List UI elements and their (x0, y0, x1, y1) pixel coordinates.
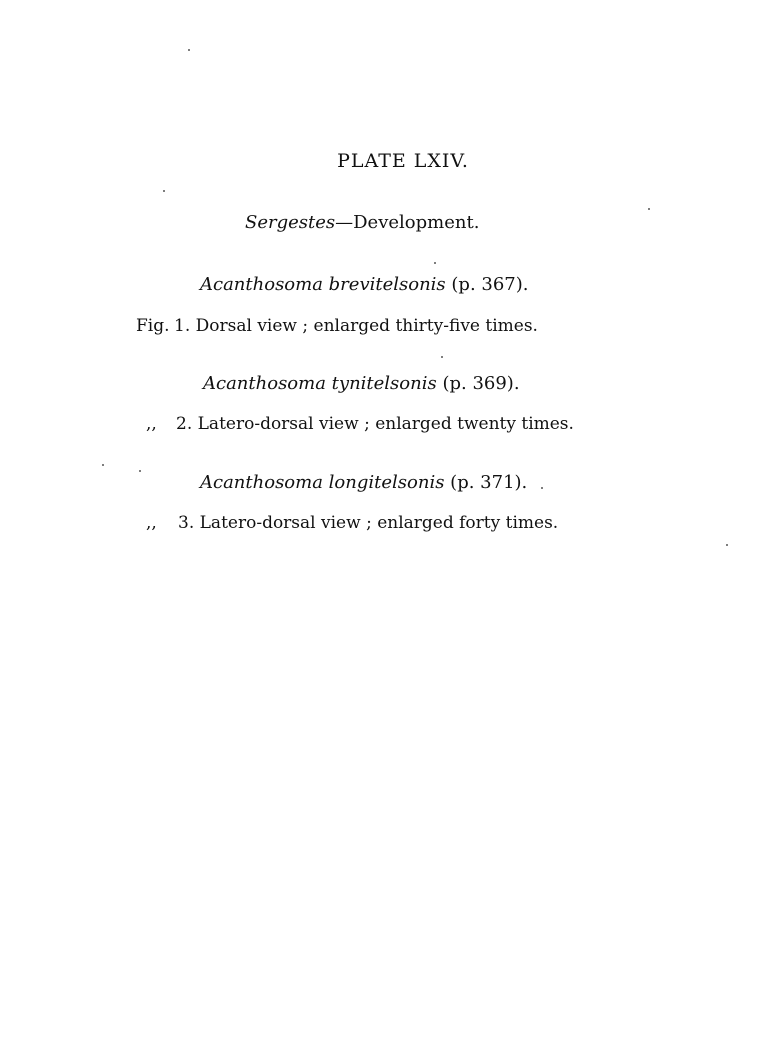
subject-genus: Sergestes (245, 212, 336, 233)
scan-speck (648, 208, 650, 210)
figure-prefix: Fig. (136, 316, 170, 336)
figure-caption-1 (136, 316, 538, 336)
plate-subject (245, 212, 479, 233)
figure-description: Dorsal view ; enlarged thirty-five times. (195, 316, 538, 336)
figure-caption-2 (146, 414, 574, 434)
figure-description: Latero-dorsal view ; enlarged forty times. (199, 513, 559, 533)
scan-speck (726, 544, 728, 546)
scan-speck (139, 470, 141, 472)
subject-rest: —Development. (335, 212, 480, 233)
figure-number: 3. (178, 513, 195, 533)
species-name: Acanthosoma tynitelsonis (203, 373, 437, 394)
species-heading-1 (200, 274, 529, 295)
page-reference: (p. 367). (451, 274, 529, 295)
species-heading-2 (203, 373, 520, 394)
scan-speck (102, 464, 104, 466)
scan-speck (188, 49, 190, 51)
figure-prefix: ,, (146, 513, 157, 533)
figure-description: Latero-dorsal view ; enlarged twenty times. (197, 414, 574, 434)
page-reference: (p. 369). (442, 373, 520, 394)
scan-speck (441, 356, 443, 358)
plate-title: PLATE LXIV. (337, 150, 469, 172)
species-name: Acanthosoma longitelsonis (200, 472, 445, 493)
page-reference: (p. 371). (450, 472, 528, 493)
figure-caption-3 (146, 513, 558, 533)
scan-speck (434, 262, 436, 264)
species-heading-3 (200, 472, 527, 493)
figure-number: 2. (176, 414, 193, 434)
scan-speck (163, 190, 165, 192)
figure-prefix: ,, (146, 414, 157, 434)
species-name: Acanthosoma brevitelsonis (200, 274, 446, 295)
scan-speck (541, 487, 543, 489)
figure-number: 1. (174, 316, 191, 336)
